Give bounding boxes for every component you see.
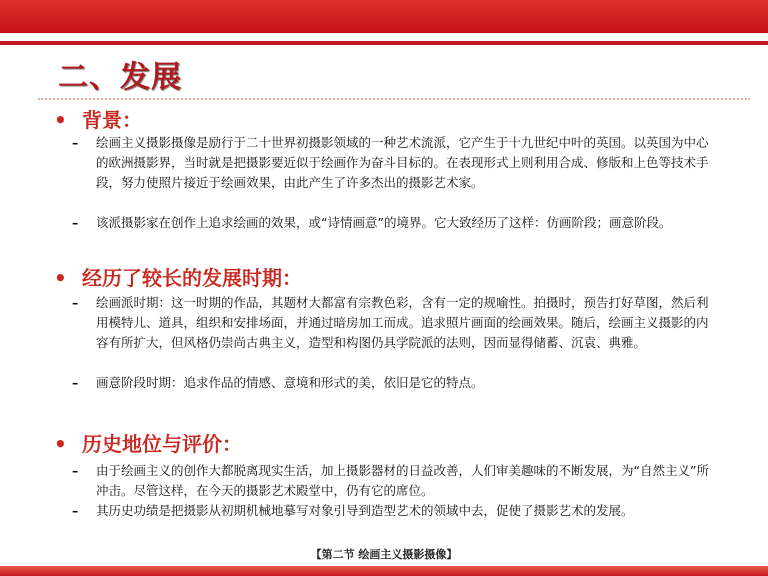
dash-marker: –	[72, 375, 79, 390]
slide-footer: 【第二节 绘画主义摄影摄像】	[310, 548, 458, 561]
section-heading-text: 经历了较长的发展时期：	[82, 266, 302, 290]
list-item-text: 其历史功绩是把摄影从初期机械地摹写对象引导到造型艺术的领域中去，促使了摄影艺术的发展。	[96, 503, 634, 518]
section-bullet: •	[54, 266, 67, 290]
section-bullet: •	[54, 432, 67, 456]
list-item-text: 画意阶段时期：追求作品的情感、意境和形式的美，依旧是它的特点。	[96, 375, 484, 390]
list-item	[72, 213, 714, 233]
slide-title: 二、发展	[58, 60, 182, 95]
section-heading-text: 历史地位与评价：	[82, 432, 242, 456]
section-heading-evaluation	[54, 428, 242, 457]
dash-marker: –	[72, 463, 79, 478]
dash-marker: –	[72, 295, 79, 310]
list-item	[72, 293, 714, 353]
list-item	[72, 133, 714, 193]
list-item-text: 该派摄影家在创作上追求绘画的效果，或“诗情画意”的境界。它大致经历了这样：仿画阶段；画意阶段。	[96, 215, 672, 230]
list-item	[72, 373, 714, 393]
list-item	[72, 501, 714, 521]
dash-marker: –	[72, 503, 79, 518]
list-item-text: 由于绘画主义的创作大都脱离现实生活，加上摄影器材的日益改善，人们审美趣味的不断发展，为“自然主义”所冲击。尽管这样，在今天的摄影艺术殿堂中，仍有它的席位。	[96, 463, 709, 498]
section-heading-background	[54, 104, 142, 133]
dash-marker: –	[72, 215, 79, 230]
dash-marker: –	[72, 135, 79, 150]
list-item	[72, 461, 714, 501]
section-heading-development	[54, 262, 302, 291]
footer-red-bar	[0, 566, 768, 576]
section-bullet: •	[54, 108, 67, 132]
section-heading-text: 背景：	[82, 108, 142, 132]
list-item-text: 绘画主义摄影摄像是励行于二十世界初摄影领域的一种艺术流派，它产生于十九世纪中叶的英国。以英国为中心的欧洲摄影界，当时就是把摄影要近似于绘画作为奋斗目标的。在表现形式上则利用合成、修版和上色等技术手段，努力使照片接近于绘画效果，由此产生了许多杰出的摄影艺术家。	[96, 135, 709, 190]
list-item-text: 绘画派时期：这一时期的作品，其题材大都富有宗教色彩，含有一定的规喻性。拍摄时，预告打好草图，然后利用模特儿、道具，组织和安排场面，并通过暗房加工而成。追求照片画面的绘画效果。随后，绘画主义摄影的内容有所扩大，但风格仍崇尚古典主义，造型和构图仍具学院派的法则，因而显得储蓄、沉袁、典雅。	[96, 295, 709, 350]
